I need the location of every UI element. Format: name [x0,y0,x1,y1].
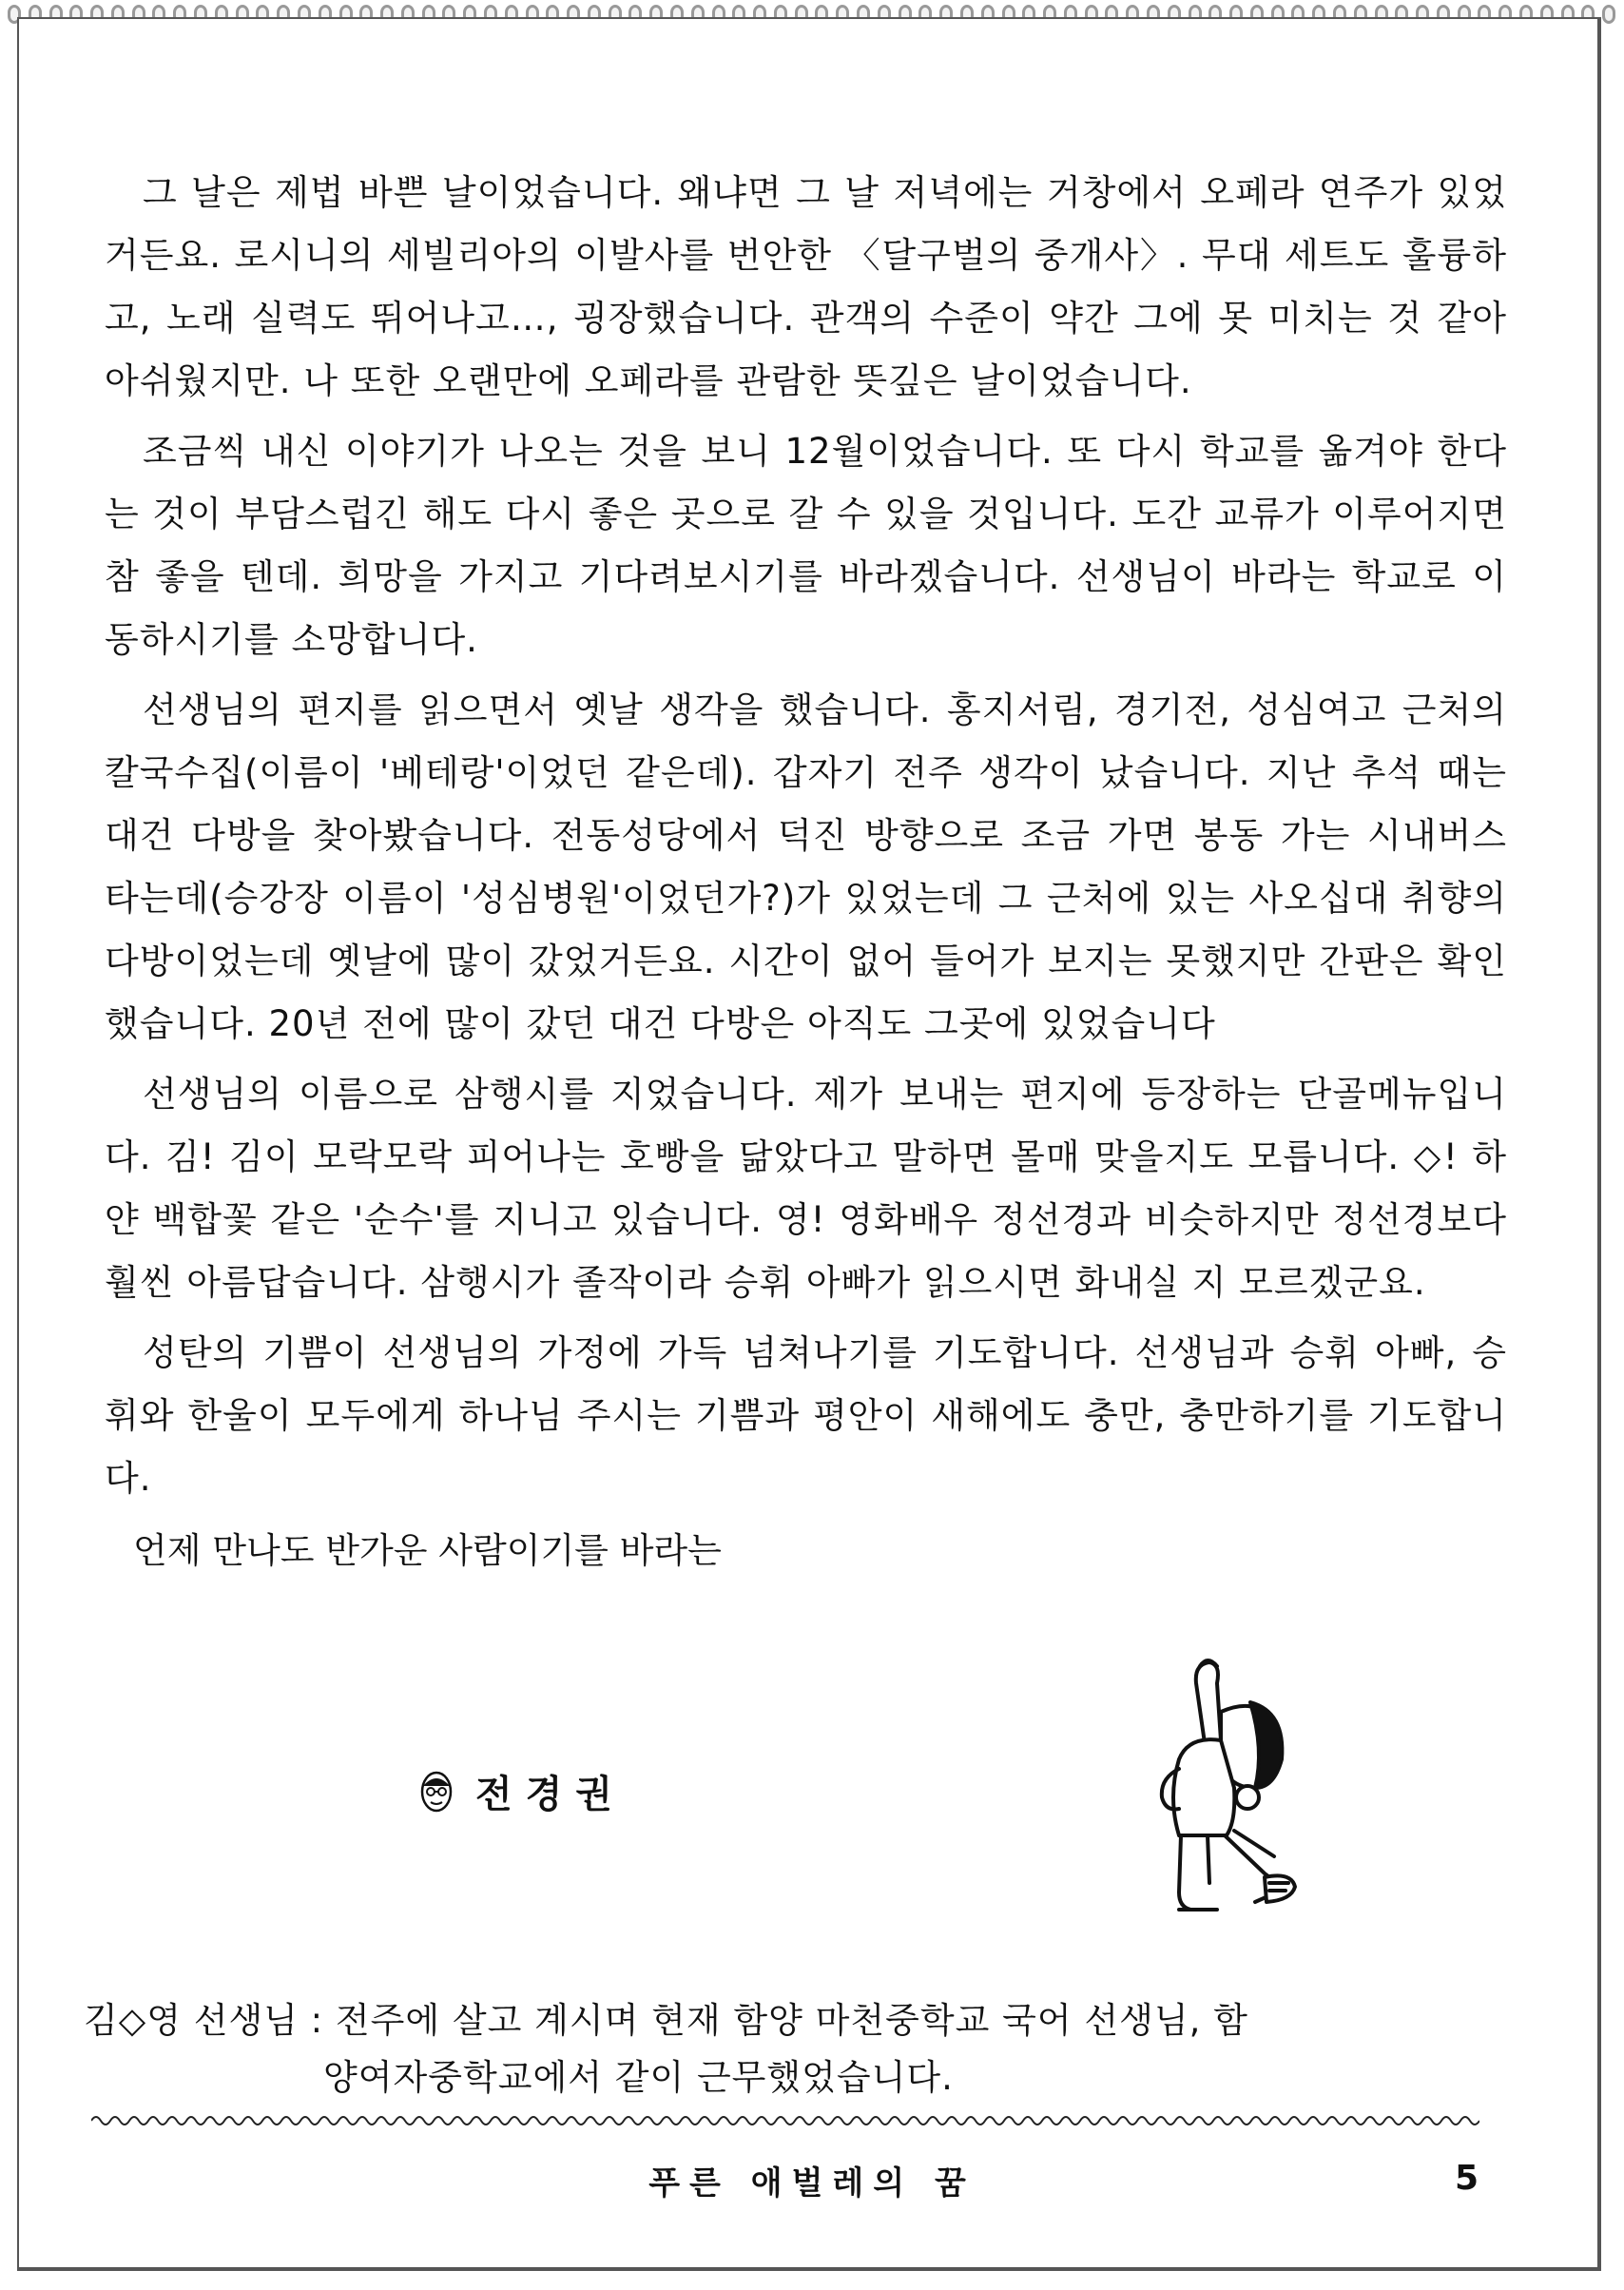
face-icon [418,1769,454,1815]
signature-name: 전경권 [475,1772,626,1816]
spiral-ring [1602,5,1615,24]
paragraph-christmas-wish: 성탄의 기쁨이 선생님의 가정에 가득 넘쳐나기를 기도합니다. 선생님과 승휘 아빠, 승휘와 한울이 모두에게 하나님 주시는 기쁨과 평안이 새해에도 충만, 충만하기를 기도합니다. [105,1332,1507,1499]
footnote-line-2: 양여자중학교에서 같이 근무했었습니다. [323,2057,954,2098]
paragraph-jeonju-memories: 선생님의 편지를 읽으면서 옛날 생각을 했습니다. 홍지서림, 경기전, 성심여고 근처의 칼국수집(이름이 '베테랑'이었던 같은데). 갑자기 전주 생각이 났습니다. 지난 추석 때는 대건 다방을 찾아봤습니다. 전동성당에서 덕진 방향으로 조금 가면 봉동 가는 시내버스 타는데(승강장 이름이 '성심병원'이었던가?)가 있었는데 그 근처에 있는 사오십대 취향의 다방이었는데 옛날에 많이 갔었거든요. 시간이 없어 들어가 보지는 못했지만 간판은 확인했습니다. 20년 전에 많이 갔던 대건 다방은 아직도 그곳에 있었습니다 [105,689,1508,1044]
paragraph-transfer: 조금씩 내신 이야기가 나오는 것을 보니 12월이었습니다. 또 다시 학교를 옮겨야 한다는 것이 부담스럽긴 해도 다시 좋은 곳으로 갈 수 있을 것입니다. 도간 교류가 이루어지면 참 좋을 텐데. 희망을 가지고 기다려보시기를 바라겠습니다. 선생님이 바라는 학교로 이동하시기를 소망합니다. [105,431,1507,660]
footer-book-title: 푸른 애벌레의 꿈 [648,2164,976,2203]
page-number: 5 [1455,2159,1479,2198]
footnote [84,1992,1472,2106]
paragraph-acrostic: 선생님의 이름으로 삼행시를 지었습니다. 제가 보내는 편지에 등장하는 단골메뉴입니다. 김! 김이 모락모락 피어나는 호빵을 닮았다고 말하면 몰매 맞을지도 모릅니다. ◇! 하얀 백합꽃 같은 '순수'를 지니고 있습니다. 영! 영화배우 정선경과 비슷하지만 정선경보다 훨씬 아름답습니다. 삼행시가 졸작이라 승휘 아빠가 읽으시면 화내실 지 모르겠군요. [105,1074,1507,1303]
paragraph-opera: 그 날은 제법 바쁜 날이었습니다. 왜냐면 그 날 저녁에는 거창에서 오페라 연주가 있었거든요. 로시니의 세빌리아의 이발사를 번안한 〈달구벌의 중개사〉. 무대 세트도 훌륭하고, 노래 실력도 뛰어나고…, 굉장했습니다. 관객의 수준이 약간 그에 못 미치는 것 같아 아쉬웠지만. 나 또한 오랜만에 오페라를 관람한 뜻깊은 날이었습니다. [105,172,1507,401]
cartoon-figure-illustration [1122,1645,1312,1931]
letter-body [105,162,1507,1582]
signature [418,1764,626,1818]
tilde-divider [91,2109,1479,2132]
footnote-line-1: 김◇영 선생님 : 전주에 살고 계시며 현재 함양 마천중학교 국어 선생님, 함 [84,2000,1248,2041]
closing-line: 언제 만나도 반가운 사람이기를 바라는 [133,1530,722,1571]
